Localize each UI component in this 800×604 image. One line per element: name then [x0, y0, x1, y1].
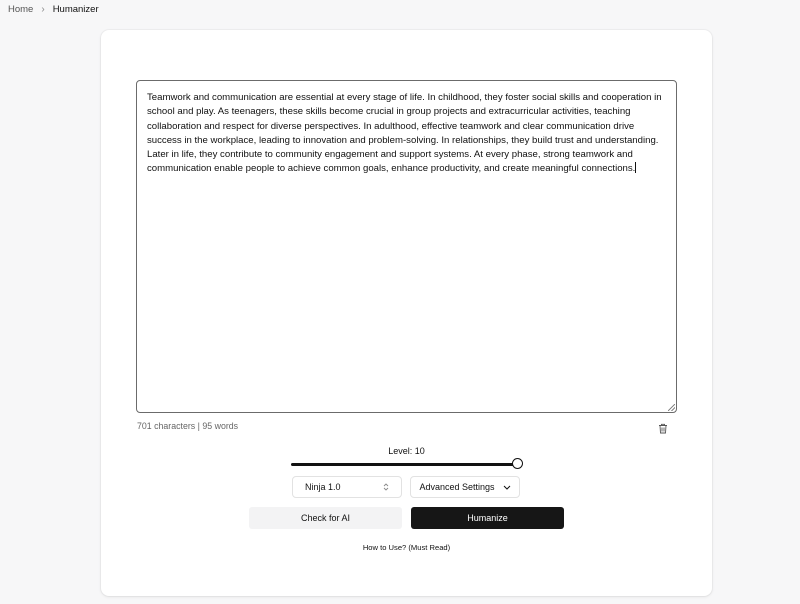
model-select-value: Ninja 1.0: [305, 482, 341, 492]
breadcrumb-home-link[interactable]: Home: [8, 4, 34, 15]
level-slider[interactable]: [291, 458, 521, 470]
chevron-down-icon: [503, 482, 511, 492]
editor-text: Teamwork and communication are essential at every stage of life. In childhood, they foster social skills and cooperation in school and play. As teenagers, these skills become crucial in group projects and extracurricular activities, teaching collaboration and respect for diverse perspectives. In adulthood, effective teamwork and clear communication drive success in the workplace, leading to innovation and problem-solving. In relationships, they build trust and understanding. Later in life, they contribute to community engagement and support systems. At every phase, strong teamwork and communication enable people to achieve common goals, enhance productivity, and create meaningful connections.: [147, 92, 665, 175]
chevron-updown-icon: [383, 483, 389, 492]
model-select[interactable]: [292, 476, 402, 498]
check-for-ai-button[interactable]: Check for AI: [249, 507, 402, 529]
character-word-count: 701 characters | 95 words: [137, 421, 239, 431]
level-label: Level: 10: [388, 446, 425, 456]
breadcrumb: [8, 4, 99, 15]
slider-track: [291, 463, 517, 466]
breadcrumb-separator: ›: [41, 4, 45, 15]
breadcrumb-current: Humanizer: [52, 4, 99, 15]
how-to-use-link[interactable]: How to Use? (Must Read): [362, 543, 451, 552]
advanced-settings-button[interactable]: [410, 476, 520, 498]
advanced-settings-label: Advanced Settings: [419, 482, 495, 492]
humanize-button[interactable]: Humanize: [411, 507, 564, 529]
resize-handle[interactable]: [668, 404, 675, 411]
trash-icon[interactable]: [658, 421, 668, 432]
humanizer-card: [101, 30, 712, 596]
text-caret: [635, 162, 636, 173]
slider-thumb[interactable]: [512, 458, 523, 469]
text-editor[interactable]: [136, 80, 677, 413]
